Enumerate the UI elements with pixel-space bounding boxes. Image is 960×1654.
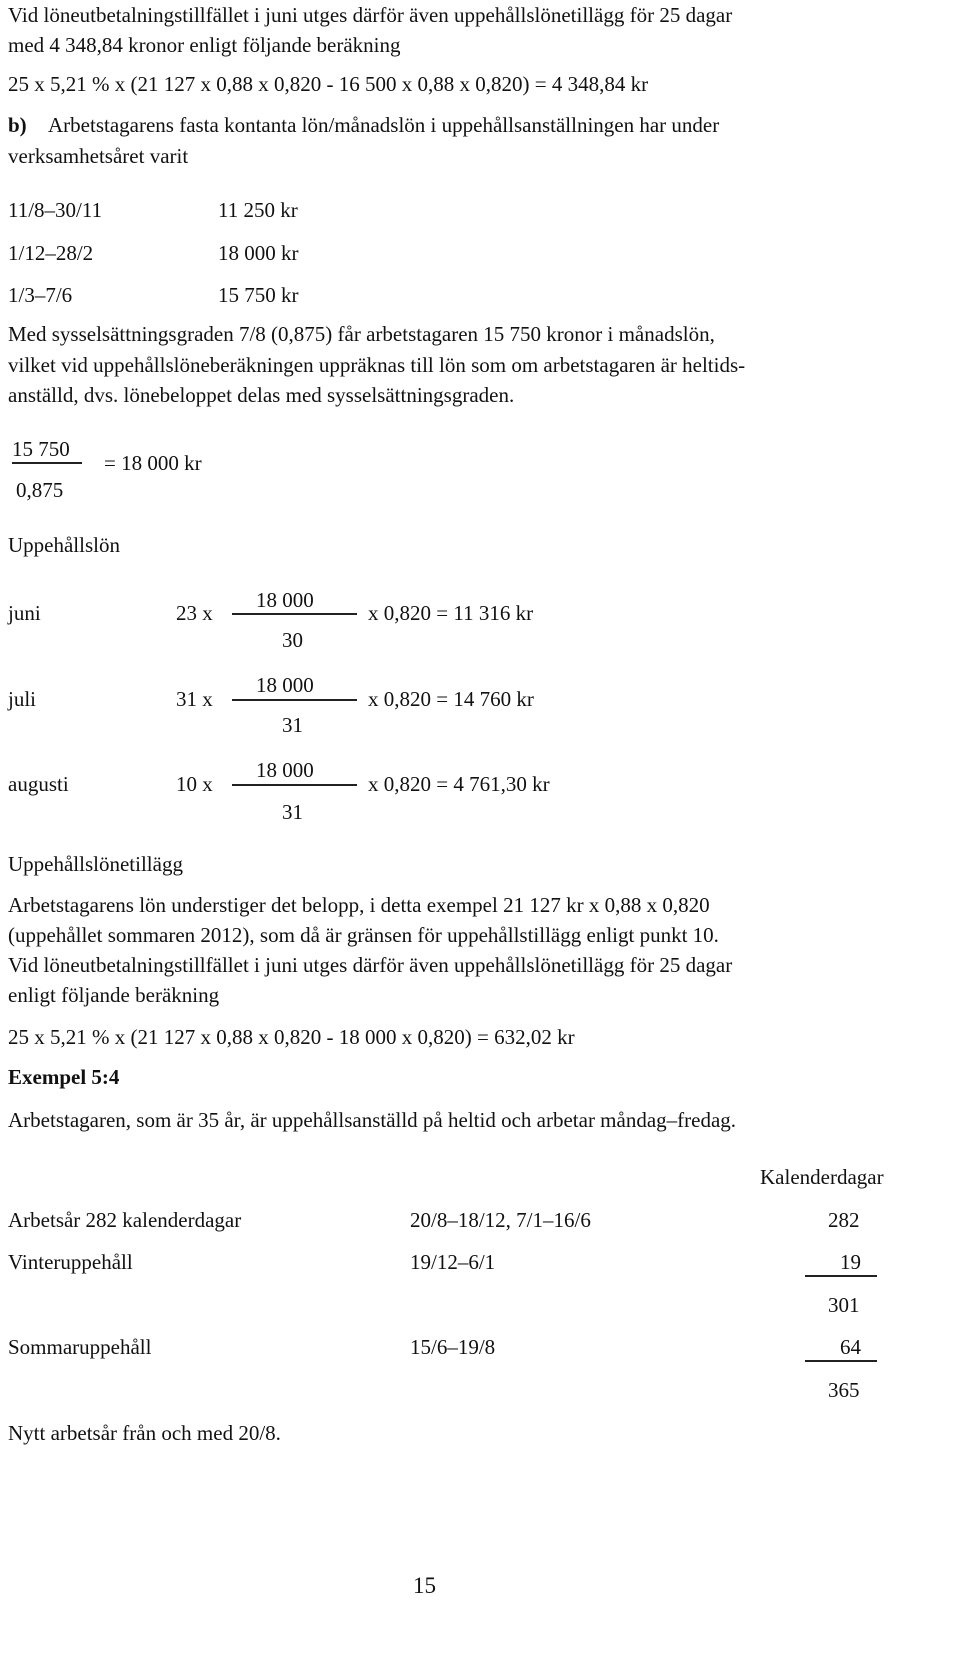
sum-underline [805, 1275, 877, 1277]
table-row-dates: 15/6–19/8 [410, 1335, 496, 1359]
tillagg-formula: 25 x 5,21 % x (21 127 x 0,88 x 0,820 - 18 000 x 0,820) = 632,02 kr [8, 1025, 575, 1049]
month-denominator: 31 [282, 800, 303, 824]
month-numerator: 18 000 [256, 588, 314, 612]
section-b-para-3: anställd, dvs. lönebeloppet delas med sysselsättningsgraden. [8, 383, 515, 407]
section-b-para-2: vilket vid uppehållslöneberäkningen uppräknas till lön som om arbetstagaren är heltids- [8, 353, 746, 377]
month-factor: 23 x [176, 601, 213, 625]
example-text: Arbetstagaren, som är 35 år, är uppehållsanställd på heltid och arbetar måndag–fredag. [8, 1108, 737, 1132]
period-label: 1/3–7/6 [8, 283, 73, 307]
month-label: juni [8, 601, 41, 625]
table-row-dates: 19/12–6/1 [410, 1250, 496, 1274]
month-result: x 0,820 = 4 761,30 kr [368, 772, 550, 796]
fraction-bar [232, 784, 357, 786]
month-factor: 31 x [176, 687, 213, 711]
month-denominator: 31 [282, 713, 303, 737]
table-row-label: Arbetsår 282 kalenderdagar [8, 1208, 242, 1232]
fraction-bar [232, 613, 357, 615]
page-number: 15 [413, 1573, 436, 1598]
table-row-dates: 20/8–18/12, 7/1–16/6 [410, 1208, 591, 1232]
period-amount: 15 750 kr [218, 283, 299, 307]
sum-underline [805, 1360, 877, 1362]
fraction-result: = 18 000 kr [104, 451, 202, 475]
tillagg-line-1: Arbetstagarens lön understiger det belopp, i detta exempel 21 127 kr x 0,88 x 0,820 [8, 893, 710, 917]
tillagg-heading: Uppehållslönetillägg [8, 852, 183, 876]
period-amount: 11 250 kr [218, 198, 298, 222]
table-row-total: 365 [828, 1378, 860, 1402]
period-label: 11/8–30/11 [8, 198, 103, 222]
fraction-numerator: 15 750 [12, 437, 70, 461]
table-row-subtotal: 301 [828, 1293, 860, 1317]
example-title: Exempel 5:4 [8, 1065, 120, 1089]
intro-line-1: Vid löneutbetalningstillfället i juni utges därför även uppehållslönetillägg för 25 dagar [8, 3, 733, 27]
month-result: x 0,820 = 11 316 kr [368, 601, 534, 625]
section-b-label: b) [8, 113, 27, 137]
month-label: juli [8, 687, 37, 711]
fraction-bar [12, 462, 82, 464]
table-row-label: Sommaruppehåll [8, 1335, 152, 1359]
period-amount: 18 000 kr [218, 241, 299, 265]
table-row-days: 64 [840, 1335, 861, 1359]
uppehallslon-heading: Uppehållslön [8, 533, 120, 557]
fraction-denominator: 0,875 [16, 478, 64, 502]
month-result: x 0,820 = 14 760 kr [368, 687, 534, 711]
period-label: 1/12–28/2 [8, 241, 94, 265]
intro-formula: 25 x 5,21 % x (21 127 x 0,88 x 0,820 - 16 500 x 0,88 x 0,820) = 4 348,84 kr [8, 72, 649, 96]
section-b-para-1: Med sysselsättningsgraden 7/8 (0,875) får arbetstagaren 15 750 kronor i månadslön, [8, 322, 715, 346]
month-label: augusti [8, 772, 69, 796]
table-row-label: Vinteruppehåll [8, 1250, 133, 1274]
month-factor: 10 x [176, 772, 213, 796]
table-row-days: 282 [828, 1208, 860, 1232]
fraction-bar [232, 699, 357, 701]
table-row-days: 19 [840, 1250, 861, 1274]
month-numerator: 18 000 [256, 673, 314, 697]
intro-line-2: med 4 348,84 kronor enligt följande beräkning [8, 33, 401, 57]
month-denominator: 30 [282, 628, 303, 652]
tillagg-line-2: (uppehållet sommaren 2012), som då är gränsen för uppehållstillägg enligt punkt 10. [8, 923, 719, 947]
example-footer: Nytt arbetsår från och med 20/8. [8, 1421, 281, 1445]
section-b-line-2: verksamhetsåret varit [8, 144, 189, 168]
tillagg-line-3: Vid löneutbetalningstillfället i juni utges därför även uppehållslönetillägg för 25 dagar [8, 953, 733, 977]
section-b-line-1: Arbetstagarens fasta kontanta lön/månadslön i uppehållsanställningen har under [48, 113, 720, 137]
month-numerator: 18 000 [256, 758, 314, 782]
tillagg-line-4: enligt följande beräkning [8, 983, 220, 1007]
column-header-kalenderdagar: Kalenderdagar [760, 1165, 884, 1189]
